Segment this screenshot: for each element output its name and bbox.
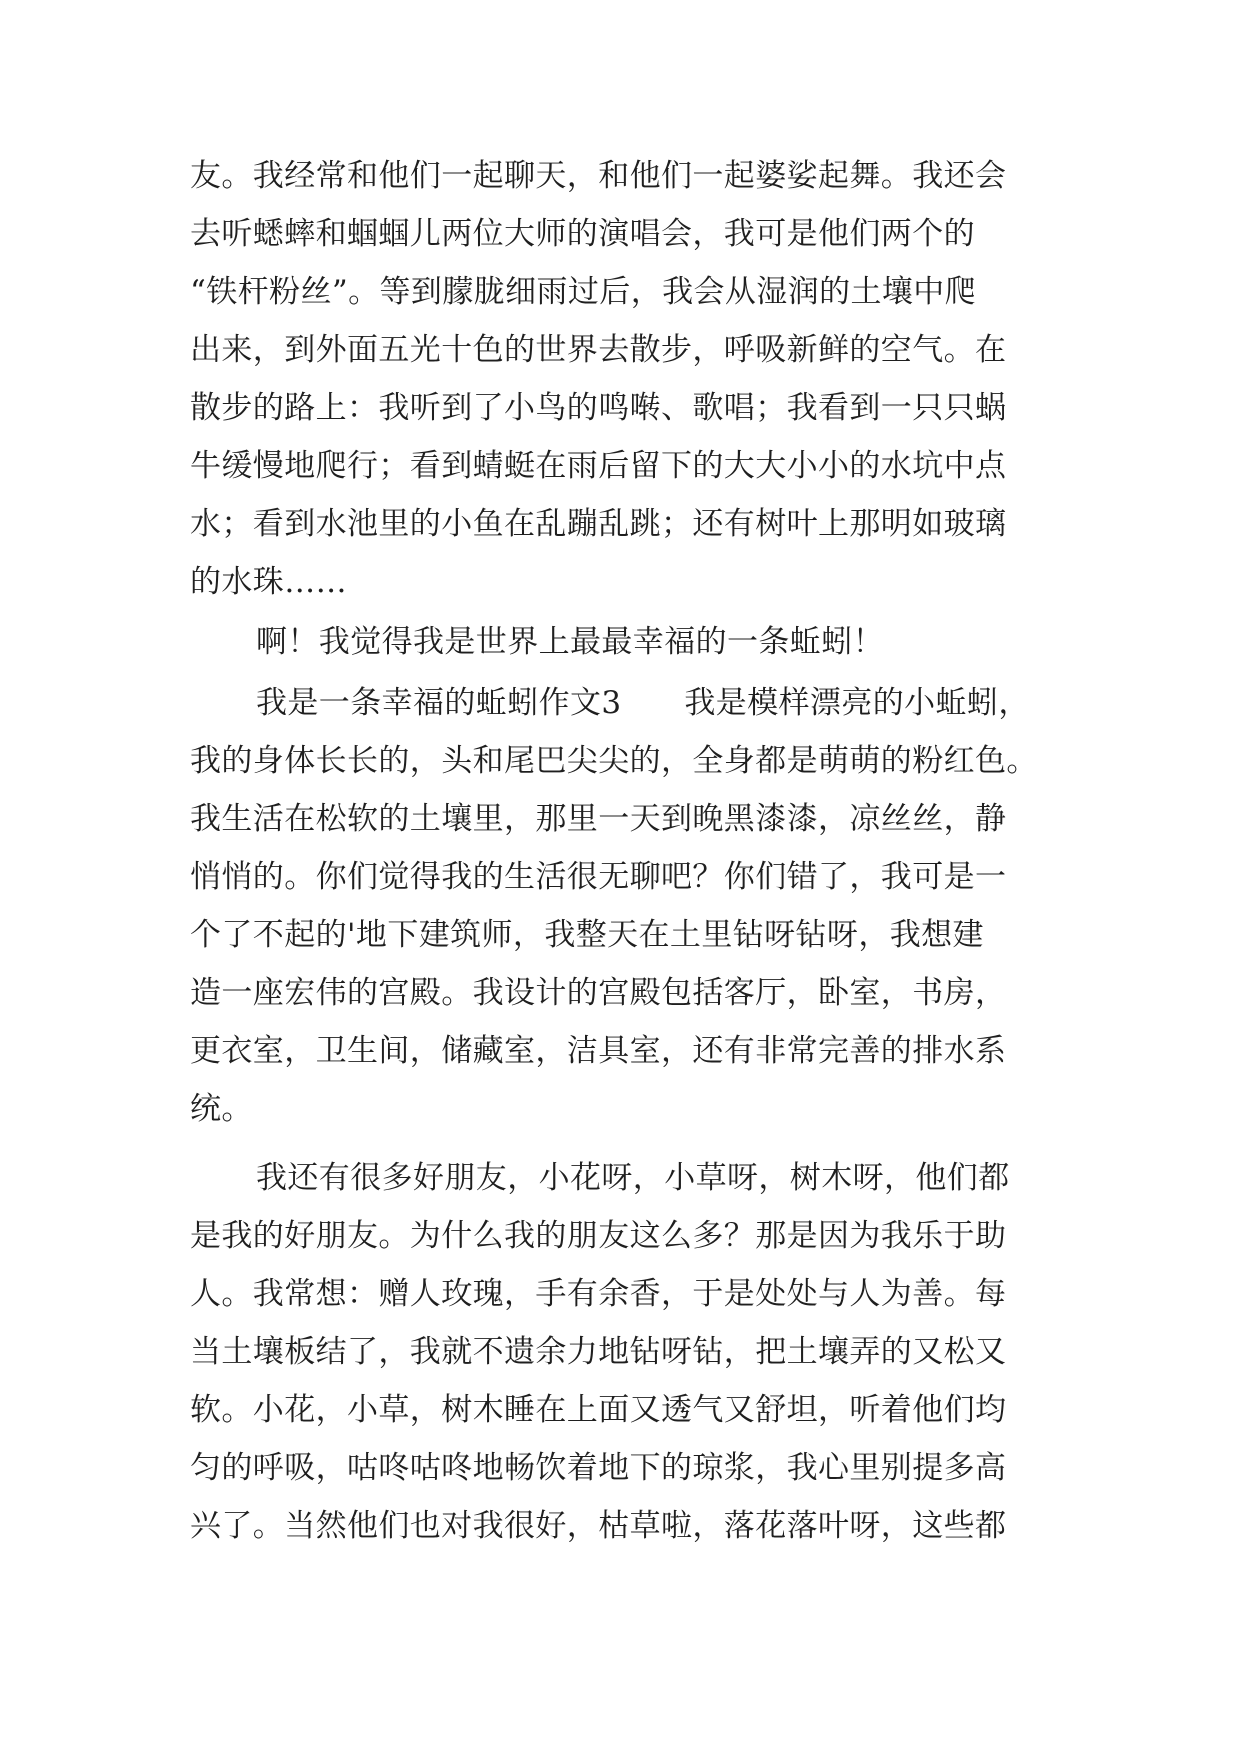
text-line: 是我的好朋友。为什么我的朋友这么多？那是因为我乐于助 [190, 1218, 1007, 1254]
text-line: 当土壤板结了，我就不遗余力地钻呀钻，把土壤弄的又松又 [190, 1334, 1007, 1370]
text-line: 造一座宏伟的宫殿。我设计的宫殿包括客厅，卧室，书房， [190, 975, 1007, 1011]
text-line: 牛缓慢地爬行；看到蜻蜓在雨后留下的大大小小的水坑中点 [190, 448, 1007, 484]
text-line: 匀的呼吸，咕咚咕咚地畅饮着地下的琼浆，我心里别提多高 [190, 1450, 1007, 1486]
text-line: 散步的路上：我听到了小鸟的鸣啭、歌唱；我看到一只只蜗 [190, 390, 1007, 426]
text-line: 出来，到外面五光十色的世界去散步，呼吸新鲜的空气。在 [190, 332, 1007, 368]
paragraph-line: 啊！我觉得我是世界上最最幸福的一条蚯蚓！ [256, 624, 884, 660]
text-line: 软。小花，小草，树木睡在上面又透气又舒坦，听着他们均 [190, 1392, 1007, 1428]
text-line: 统。 [190, 1091, 253, 1127]
text-line: 我的身体长长的，头和尾巴尖尖的，全身都是萌萌的粉红色。 [190, 743, 1038, 779]
text-line: 更衣室，卫生间，储藏室，洁具室，还有非常完善的排水系 [190, 1033, 1007, 1069]
text-line: 人。我常想：赠人玫瑰，手有余香，于是处处与人为善。每 [190, 1276, 1007, 1312]
text-line: 兴了。当然他们也对我很好，枯草啦，落花落叶呀，这些都 [190, 1508, 1007, 1544]
text-line: “铁杆粉丝”。等到朦胧细雨过后，我会从湿润的土壤中爬 [190, 274, 977, 310]
text-line: 友。我经常和他们一起聊天，和他们一起婆娑起舞。我还会 [190, 158, 1007, 194]
text-line: 个了不起的'地下建筑师，我整天在土里钻呀钻呀，我想建 [190, 917, 984, 953]
text-line: 的水珠…… [190, 564, 347, 600]
essay-heading-line: 我是一条幸福的蚯蚓作文3 我是模样漂亮的小蚯蚓， [256, 685, 1030, 721]
text-line: 去听蟋蟀和蝈蝈儿两位大师的演唱会，我可是他们两个的 [190, 216, 975, 252]
text-line: 水；看到水池里的小鱼在乱蹦乱跳；还有树叶上那明如玻璃 [190, 506, 1007, 542]
text-line: 悄悄的。你们觉得我的生活很无聊吧？你们错了，我可是一 [190, 859, 1007, 895]
paragraph-line: 我还有很多好朋友，小花呀，小草呀，树木呀，他们都 [256, 1160, 1010, 1196]
text-line: 我生活在松软的土壤里，那里一天到晚黑漆漆，凉丝丝，静 [190, 801, 1007, 837]
